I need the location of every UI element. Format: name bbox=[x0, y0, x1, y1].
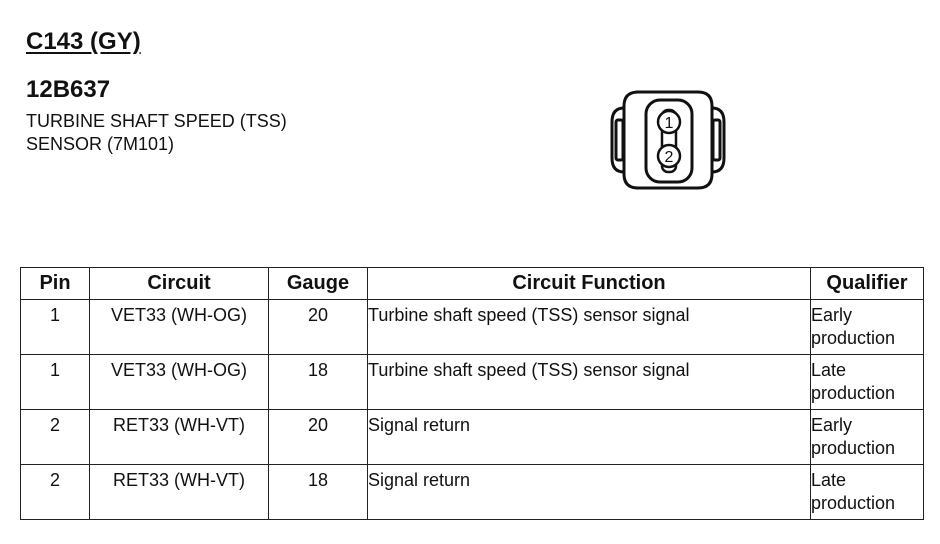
qualifier-text: Late production bbox=[811, 470, 896, 513]
table-row bbox=[21, 300, 924, 355]
cell-circuit: VET33 (WH-OG) bbox=[90, 355, 269, 410]
connector-id: C143 (GY) bbox=[26, 28, 141, 55]
table-row bbox=[21, 465, 924, 520]
cell-gauge: 18 bbox=[269, 465, 368, 520]
header-gauge: Gauge bbox=[269, 268, 368, 300]
qualifier-text: Early production bbox=[811, 305, 896, 348]
cell-circuit: RET33 (WH-VT) bbox=[90, 465, 269, 520]
cell-gauge: 18 bbox=[269, 355, 368, 410]
pinout-table bbox=[20, 267, 924, 520]
cell-qualifier bbox=[811, 355, 924, 410]
component-description bbox=[26, 110, 406, 156]
cell-pin: 1 bbox=[21, 355, 90, 410]
header-pin: Pin bbox=[21, 268, 90, 300]
header-qualifier: Qualifier bbox=[811, 268, 924, 300]
cell-function: Signal return bbox=[368, 465, 811, 520]
cell-pin: 2 bbox=[21, 410, 90, 465]
cell-qualifier bbox=[811, 410, 924, 465]
cell-pin: 1 bbox=[21, 300, 90, 355]
cell-function: Turbine shaft speed (TSS) sensor signal bbox=[368, 355, 811, 410]
table-header-row bbox=[21, 268, 924, 300]
pin-1-label: 1 bbox=[664, 115, 674, 132]
table-row bbox=[21, 355, 924, 410]
part-number: 12B637 bbox=[26, 76, 111, 103]
cell-circuit: RET33 (WH-VT) bbox=[90, 410, 269, 465]
pin-2-label: 2 bbox=[664, 149, 674, 166]
cell-circuit: VET33 (WH-OG) bbox=[90, 300, 269, 355]
table-row bbox=[21, 410, 924, 465]
qualifier-text: Late production bbox=[811, 360, 896, 403]
cell-qualifier bbox=[811, 300, 924, 355]
cell-pin: 2 bbox=[21, 465, 90, 520]
description-line-1: TURBINE SHAFT SPEED (TSS) bbox=[26, 111, 287, 131]
cell-function: Turbine shaft speed (TSS) sensor signal bbox=[368, 300, 811, 355]
header-circuit-function: Circuit Function bbox=[368, 268, 811, 300]
cell-gauge: 20 bbox=[269, 410, 368, 465]
qualifier-text: Early production bbox=[811, 415, 896, 458]
cell-function: Signal return bbox=[368, 410, 811, 465]
header-circuit: Circuit bbox=[90, 268, 269, 300]
cell-qualifier bbox=[811, 465, 924, 520]
cell-gauge: 20 bbox=[269, 300, 368, 355]
description-line-2: SENSOR (7M101) bbox=[26, 134, 175, 154]
connector-face-icon bbox=[608, 86, 728, 194]
